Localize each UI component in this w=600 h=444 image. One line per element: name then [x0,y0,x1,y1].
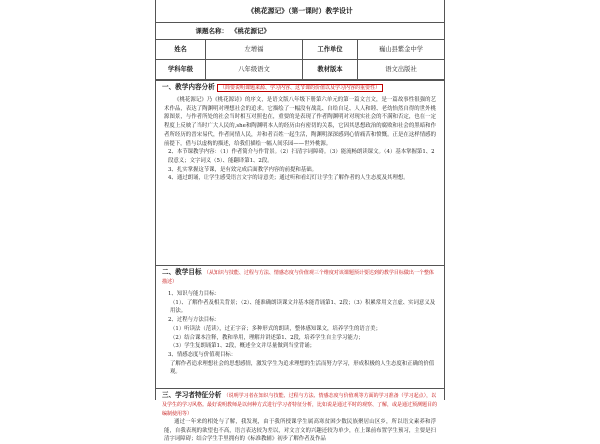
grade-label: 学科年级 [156,60,206,79]
section-1-heading [156,80,444,92]
section-3-note: （说明学习者在知识与技能、过程与方法、情感态度与价值观等方面的学习准备（学习起点），以及学生的学习风格。最好说明教师是以何种方式进行学习者特征分析，比如说是通过平时的观察、了解，或是通过预测题目的编制使用等） [162,393,438,417]
section-3-paragraph: 通过一年来的相处与了解，我发现，由于我所授课学生属高寒贫困少数民族聚居山区乡，所以语文素养和浮能，自我表现的欲望也不高，语言表达较为差以，对文言文的兴趣还较为单少，在上课前布置学生预习，主要是扫清字词障碍；结合学生手里拥有的《标准教辅》初步了解作者及作品 [164,419,436,443]
section-1-body [156,92,444,265]
section-2-item: （1）、了解作者及相关背景；（2）、能准确朗读课文并基本能背诵第1、2段；（3）积累常用文言虚、实词意义及用法。 [170,299,436,315]
section-2-note: （从知识与技能、过程与方法、情感态度与价值观三个维度对该课题预计要达到的教学目标做出一个整体描述） [162,270,434,285]
section-2-item: 了解作者追求理想社会的思想感情，激发学生为追求理想的生活而努力学习，形成积极的人生态度和正确的价值观。 [170,360,435,376]
section-1-item: 2、本节课教学内容：（1）作者简介与作背景。（2）扫清字词障碍。（3）能流畅朗读课文。（4）基本掌握第1、2段意义；文字词义（5）、能翻译第1、2段。 [168,149,435,164]
section-2-item: 1、知识与能力目标： [168,291,220,297]
document-page [155,0,445,443]
grade-value: 八年级语文 [206,60,303,79]
section-2-item: （1）听读法（范读），过正字音；多种形式的朗读，整体感知课文，培养学生的语言美； [170,325,381,332]
section-2-item: 3、情感态度与价值观目标： [168,351,237,358]
unit-label: 工作单位 [303,40,358,59]
textbook-label: 教材版本 [303,60,358,79]
section-3-body [156,418,444,444]
section-3-heading [156,388,444,418]
unit-value: 巍山县紫金中学 [378,46,424,53]
section-1-item: 3、扎实掌握这节课，是有效完成后面教学内容的前提和基础。 [168,166,317,173]
lesson-title-label: 课题名称： [195,27,228,35]
lesson-title-row [156,23,444,40]
document-title: 《桃花源记》（第一课时）教学设计 [156,0,444,23]
section-2-item: （2）结合课本注释，教和举用，理解并讲述第1、2段，培养学生自主学习能力； [170,334,364,341]
textbook-value: 语文出版社 [385,66,417,73]
lesson-title-value: 《桃花源记》 [231,27,270,35]
section-1-item: 4、通过朗诵，让学生感受语言文字的诗意美；通过听和看幻灯让学生了解作者的人生态度及其理想。 [168,175,409,182]
info-row-1 [156,40,444,60]
section-1-paragraph: 《桃花源记》乃《桃花源诗》的序文，是语文版八年级下册第六单元的第一篇文言文，是一篇故事性很强的艺术作品，表达了陶渊明对理想社会的追求。它描绘了一幅没有战乱、自给自足、人人和睦、老幼怡然自得的世外桃源图景，与作者所处的社会当时相互对照也在，重要的是表现了作者陶渊明对对现实社会的不满和否定，也在一定程度上反映了当时广大人民的,she和陶渊明本人的经历由有密切的关系，它因其思想政治的腐败和社会的黑暗和作者所经历的晋宋易代，作者同情人民，并和者百姓一起生活，陶渊明深深感到心情痛苦和愤慨。正是在这样情感的前提下，借与以虚构的描述，给我们描绘一幅人间乐园——世外桃源。 [164,97,436,147]
info-row-2 [156,60,444,80]
section-2-title: 二、教学目标 [162,268,202,276]
section-2-heading [156,265,444,286]
section-1-title: 一、教学内容分析 [162,83,215,91]
name-label: 姓名 [156,40,206,59]
section-2-body [156,286,444,388]
section-3-title: 三、学习者特征分析 [162,391,222,399]
section-2-item: 2、过程与方法目标： [168,317,220,324]
section-1-note: （简要说明课题来源、学习内容、这节课的价值以及学习内容的重要性） [217,84,383,92]
name-value: 左增福 [206,40,303,59]
section-2-item: （3）学生复朗诵第1、2段，概述全文并尽量做到当堂背诵； [170,343,316,350]
